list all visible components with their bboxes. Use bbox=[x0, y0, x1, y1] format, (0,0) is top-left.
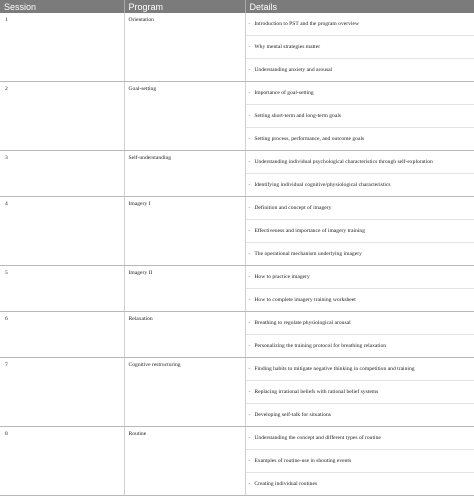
detail-text: Setting process, performance, and outcome goals bbox=[254, 136, 364, 142]
detail-text: Breathing to regulate physiological arousal bbox=[254, 320, 350, 326]
detail-bullet: - bbox=[249, 412, 251, 418]
detail-bullet: - bbox=[249, 182, 251, 188]
detail-item bbox=[246, 358, 474, 381]
detail-text: Definition and concept of imagery bbox=[254, 205, 331, 211]
details-cell bbox=[245, 82, 474, 151]
detail-bullet: - bbox=[249, 320, 251, 326]
details-cell bbox=[245, 266, 474, 312]
detail-text: Finding habits to mitigate negative thinking in competition and training bbox=[254, 366, 414, 372]
detail-text: Why mental strategies matter bbox=[254, 44, 320, 50]
details-cell bbox=[245, 151, 474, 197]
detail-item bbox=[246, 243, 474, 265]
detail-item bbox=[246, 473, 474, 495]
detail-bullet: - bbox=[249, 435, 251, 441]
details-list bbox=[246, 358, 474, 426]
detail-item bbox=[246, 59, 474, 81]
details-list bbox=[246, 197, 474, 265]
detail-item bbox=[246, 174, 474, 196]
table-row bbox=[0, 358, 474, 427]
detail-item bbox=[246, 404, 474, 426]
detail-text: Understanding anxiety and arousal bbox=[254, 67, 332, 73]
table-row bbox=[0, 427, 474, 496]
detail-bullet: - bbox=[249, 21, 251, 27]
detail-bullet: - bbox=[249, 389, 251, 395]
program-name: Relaxation bbox=[124, 312, 245, 358]
table-row bbox=[0, 13, 474, 82]
detail-bullet: - bbox=[249, 251, 251, 257]
detail-bullet: - bbox=[249, 44, 251, 50]
session-number: 8 bbox=[0, 427, 124, 496]
detail-bullet: - bbox=[249, 274, 251, 280]
detail-item bbox=[246, 450, 474, 473]
detail-text: Creating individual routines bbox=[254, 481, 317, 487]
program-name: Routine bbox=[124, 427, 245, 496]
table-body bbox=[0, 13, 474, 496]
detail-text: Identifying individual cognitive/physiological characteristics bbox=[254, 182, 390, 188]
session-number: 3 bbox=[0, 151, 124, 197]
details-list bbox=[246, 427, 474, 495]
detail-text: The operational mechanism underlying imagery bbox=[254, 251, 362, 257]
details-list bbox=[246, 82, 474, 150]
detail-text: Replacing irrational beliefs with rational belief systems bbox=[254, 389, 378, 395]
details-list bbox=[246, 312, 474, 357]
table-row bbox=[0, 151, 474, 197]
detail-item bbox=[246, 312, 474, 335]
session-number: 6 bbox=[0, 312, 124, 358]
details-cell bbox=[245, 358, 474, 427]
detail-text: How to practice imagery bbox=[254, 274, 309, 280]
header-row bbox=[0, 0, 474, 13]
details-cell bbox=[245, 13, 474, 82]
detail-item bbox=[246, 36, 474, 59]
detail-item bbox=[246, 82, 474, 105]
session-number: 1 bbox=[0, 13, 124, 82]
detail-text: Importance of goal-setting bbox=[254, 90, 313, 96]
header-program: Program bbox=[124, 0, 245, 13]
session-number: 4 bbox=[0, 197, 124, 266]
detail-item bbox=[246, 266, 474, 289]
details-list bbox=[246, 13, 474, 81]
program-name: Goal-setting bbox=[124, 82, 245, 151]
detail-bullet: - bbox=[249, 205, 251, 211]
detail-bullet: - bbox=[249, 343, 251, 349]
details-cell bbox=[245, 197, 474, 266]
program-name: Orientation bbox=[124, 13, 245, 82]
details-cell bbox=[245, 427, 474, 496]
detail-item bbox=[246, 289, 474, 311]
program-name: Imagery II bbox=[124, 266, 245, 312]
detail-bullet: - bbox=[249, 136, 251, 142]
session-number: 2 bbox=[0, 82, 124, 151]
detail-item bbox=[246, 335, 474, 357]
detail-item bbox=[246, 13, 474, 36]
detail-text: Examples of routine-use in shooting events bbox=[254, 458, 351, 464]
detail-text: Understanding individual psychological characteristics through self-exploration bbox=[254, 159, 432, 165]
program-name: Self-understanding bbox=[124, 151, 245, 197]
table-row bbox=[0, 197, 474, 266]
detail-bullet: - bbox=[249, 67, 251, 73]
detail-text: Understanding the concept and different types of routine bbox=[254, 435, 381, 441]
detail-text: Setting short-term and long-term goals bbox=[254, 113, 341, 119]
header-session: Session bbox=[0, 0, 124, 13]
program-name: Imagery I bbox=[124, 197, 245, 266]
program-name: Cognitive restructuring bbox=[124, 358, 245, 427]
detail-bullet: - bbox=[249, 159, 251, 165]
detail-item bbox=[246, 197, 474, 220]
detail-text: Personalizing the training protocol for breathing relaxation bbox=[254, 343, 386, 349]
detail-text: Introduction to PST and the program overview bbox=[254, 21, 359, 27]
detail-bullet: - bbox=[249, 228, 251, 234]
table-row bbox=[0, 312, 474, 358]
detail-item bbox=[246, 128, 474, 150]
detail-item bbox=[246, 151, 474, 174]
detail-bullet: - bbox=[249, 458, 251, 464]
header-details: Details bbox=[245, 0, 474, 13]
table-row bbox=[0, 266, 474, 312]
detail-bullet: - bbox=[249, 481, 251, 487]
details-list bbox=[246, 266, 474, 311]
detail-bullet: - bbox=[249, 113, 251, 119]
session-number: 5 bbox=[0, 266, 124, 312]
detail-bullet: - bbox=[249, 297, 251, 303]
details-list bbox=[246, 151, 474, 196]
session-number: 7 bbox=[0, 358, 124, 427]
detail-text: How to complete imagery training worksheet bbox=[254, 297, 355, 303]
table-header bbox=[0, 0, 474, 13]
detail-item bbox=[246, 381, 474, 404]
detail-item bbox=[246, 427, 474, 450]
detail-bullet: - bbox=[249, 366, 251, 372]
details-cell bbox=[245, 312, 474, 358]
detail-item bbox=[246, 220, 474, 243]
detail-text: Effectiveness and importance of imagery training bbox=[254, 228, 365, 234]
detail-text: Developing self-talk for situations bbox=[254, 412, 331, 418]
table-row bbox=[0, 82, 474, 151]
detail-item bbox=[246, 105, 474, 128]
detail-bullet: - bbox=[249, 90, 251, 96]
